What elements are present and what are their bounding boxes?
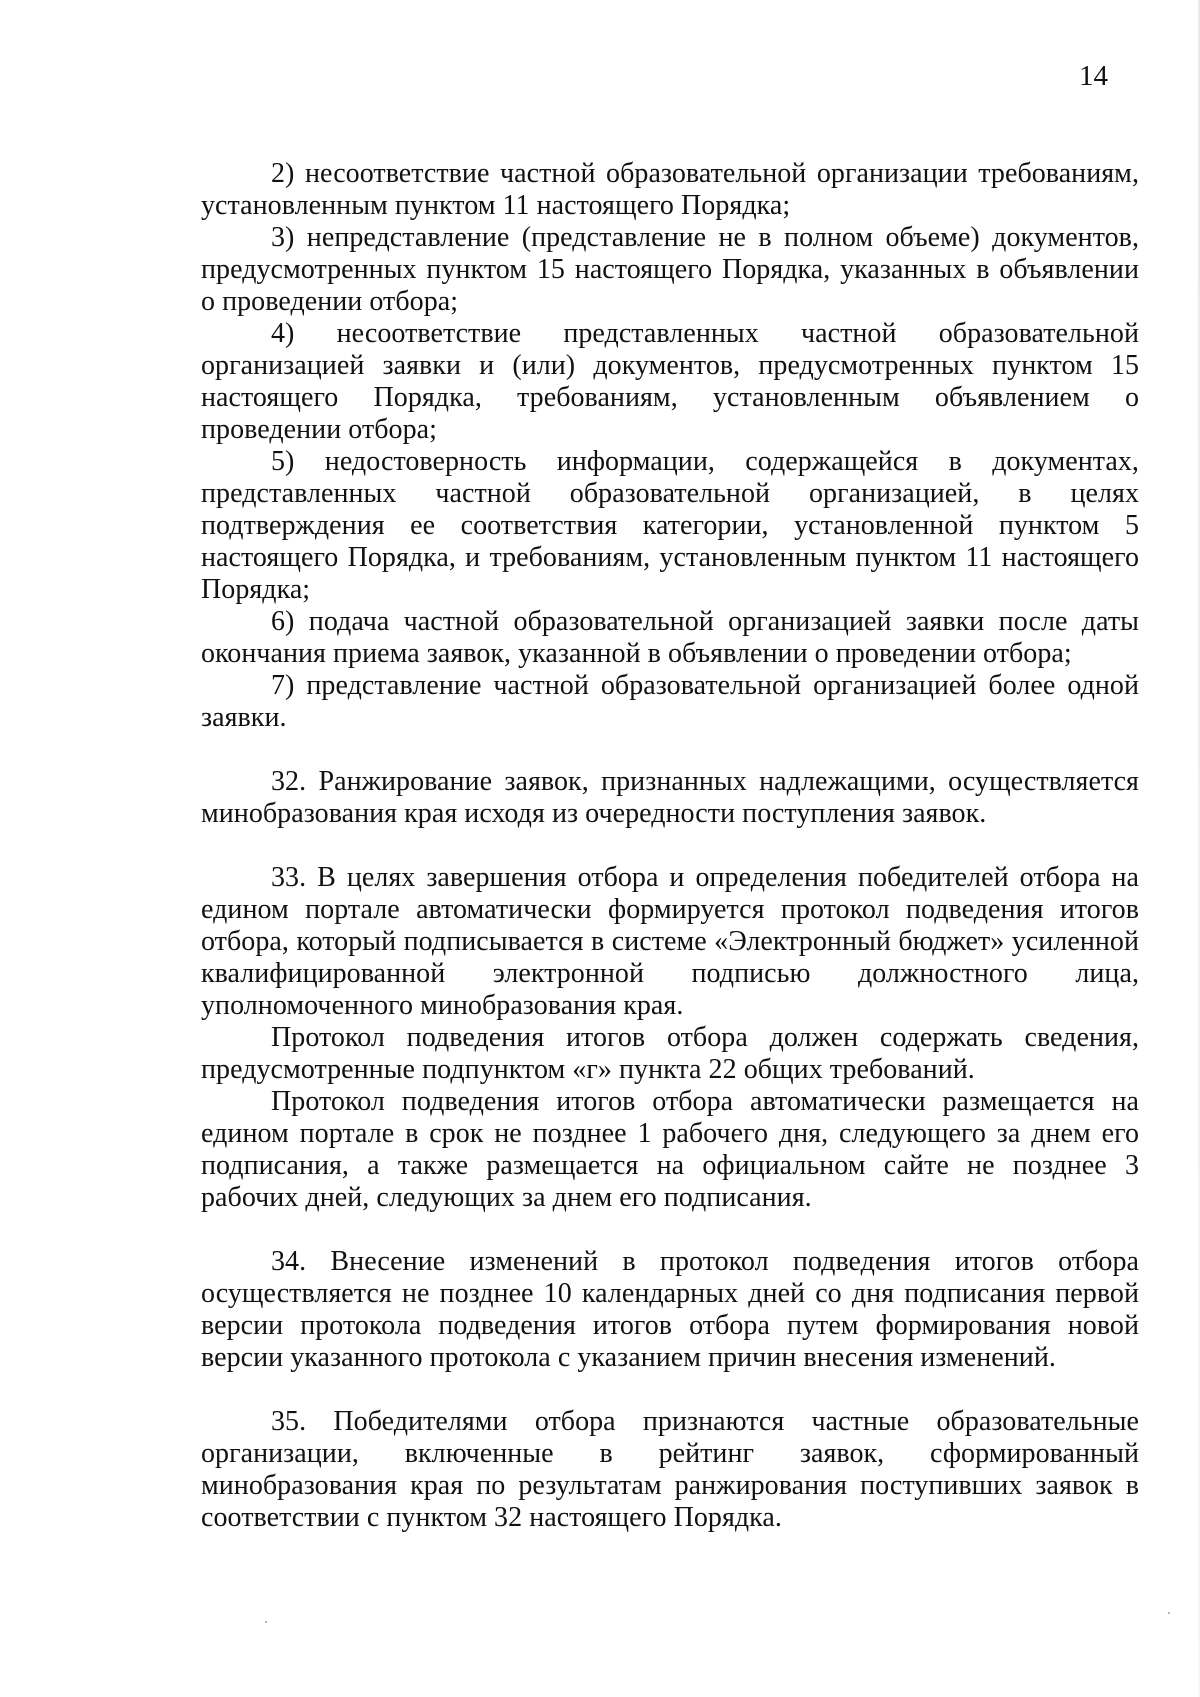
scan-mark: [1168, 1612, 1170, 1614]
scan-mark: [265, 1621, 267, 1623]
paragraph-item-3: 3) непредставление (представление не в полном объеме) документов, предусмотренных пунктом 15 настоящего Порядка, указанных в объявлении о проведении отбора;: [201, 222, 1139, 317]
paragraph-item-5: 5) недостоверность информации, содержащейся в документах, представленных частной образовательной организацией, в целях подтверждения ее соответствия категории, установленной пунктом 5 настоящего Порядка, и требованиям, установленным пунктом 11 настоящего Порядка;: [201, 446, 1139, 605]
section-32-paragraph: 32. Ранжирование заявок, признанных надлежащими, осуществляется минобразования края исходя из очередности поступления заявок.: [201, 766, 1139, 829]
page-number: 14: [1079, 60, 1108, 92]
section-33-protocol-content-paragraph: Протокол подведения итогов отбора должен содержать сведения, предусмотренные подпунктом «г» пункта 22 общих требований.: [201, 1022, 1139, 1085]
document-body: [201, 158, 1139, 1534]
paragraph-item-7: 7) представление частной образовательной организацией более одной заявки.: [201, 670, 1139, 733]
paragraph-item-4: 4) несоответствие представленных частной образовательной организацией заявки и (или) документов, предусмотренных пунктом 15 настоящего Порядка, требованиям, установленным объявлением о проведении отбора;: [201, 318, 1139, 445]
section-35-paragraph: 35. Победителями отбора признаются частные образовательные организации, включенные в рейтинг заявок, сформированный минобразования края по результатам ранжирования поступивших заявок в соответствии с пунктом 32 настоящего Порядка.: [201, 1406, 1139, 1533]
section-34-paragraph: 34. Внесение изменений в протокол подведения итогов отбора осуществляется не позднее 10 календарных дней со дня подписания первой версии протокола подведения итогов отбора путем формирования новой версии указанного протокола с указанием причин внесения изменений.: [201, 1246, 1139, 1373]
paragraph-item-6: 6) подача частной образовательной организацией заявки после даты окончания приема заявок, указанной в объявлении о проведении отбора;: [201, 606, 1139, 669]
section-33-paragraph: 33. В целях завершения отбора и определения победителей отбора на едином портале автоматически формируется протокол подведения итогов отбора, который подписывается в системе «Электронный бюджет» усиленной квалифицированной электронной подписью должностного лица, уполномоченного минобразования края.: [201, 862, 1139, 1021]
paragraph-item-2: 2) несоответствие частной образовательной организации требованиям, установленным пунктом 11 настоящего Порядка;: [201, 158, 1139, 221]
section-33-protocol-publication-paragraph: Протокол подведения итогов отбора автоматически размещается на едином портале в срок не позднее 1 рабочего дня, следующего за днем его подписания, а также размещается на официальном сайте не позднее 3 рабочих дней, следующих за днем его подписания.: [201, 1086, 1139, 1213]
